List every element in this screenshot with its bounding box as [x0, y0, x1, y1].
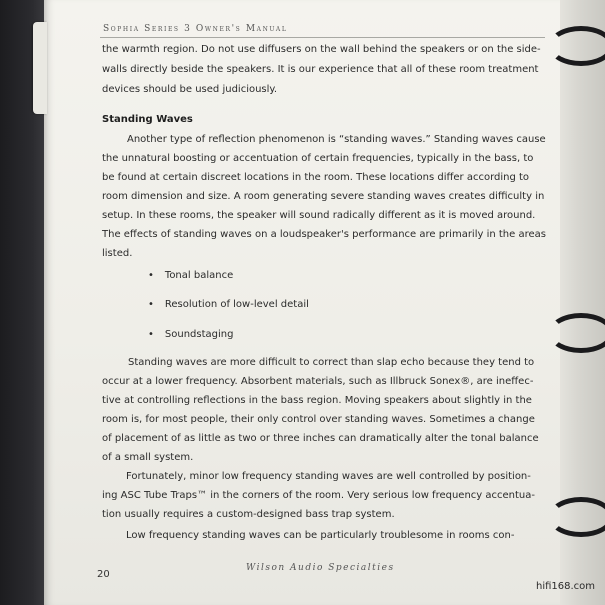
bullet-label: Tonal balance: [164, 270, 234, 281]
body-line: occur at a lower frequency. Absorbent materials, such as Illbruck Sonex®, are ineffec-: [102, 376, 534, 387]
body-line: listed.: [102, 248, 133, 259]
body-line: the warmth region. Do not use diffusers on the wall behind the speakers or on the side-: [102, 44, 541, 55]
bullet-icon: •: [148, 299, 154, 310]
binder-ring-icon: [548, 497, 605, 537]
body-line: of placement of as little as two or three inches can dramatically alter the tonal balance: [102, 433, 539, 444]
body-line: Standing waves are more difficult to correct than slap echo because they tend to: [128, 357, 535, 368]
binder-ring-icon: [548, 26, 605, 66]
body-line: room is, for most people, their only control over standing waves. Sometimes a change: [102, 414, 535, 425]
page-number: 20: [97, 569, 110, 580]
bullet-label: Soundstaging: [164, 329, 234, 340]
body-line: be found at certain discreet locations in the room. These locations differ according to: [102, 172, 530, 183]
body-line: ing ASC Tube Traps™ in the corners of the room. Very serious low frequency accentua-: [102, 490, 535, 501]
binder-ring-icon: [548, 313, 605, 353]
body-line: setup. In these rooms, the speaker will sound radically different as it is moved around.: [102, 210, 536, 221]
body-line: tive at controlling reflections in the bass region. Moving speakers about slightly in the: [102, 395, 532, 406]
bullet-icon: •: [148, 329, 154, 340]
bullet-item: [148, 299, 309, 310]
page-divider-tab: [33, 22, 47, 114]
header-divider: [100, 37, 545, 38]
body-line: room dimension and size. A room generating severe standing waves creates difficulty in: [102, 191, 545, 202]
body-line: Fortunately, minor low frequency standing waves are well controlled by position-: [126, 471, 531, 482]
body-line: The effects of standing waves on a loudspeaker's performance are primarily in the areas: [102, 229, 546, 240]
footer-publisher: Wilson Audio Specialties: [246, 563, 395, 573]
body-line: Low frequency standing waves can be particularly troublesome in rooms con-: [126, 530, 515, 541]
body-line: Another type of reflection phenomenon is “standing waves.” Standing waves cause: [127, 134, 546, 145]
body-line: devices should be used judiciously.: [102, 84, 278, 95]
running-header: Sophia Series 3 Owner's Manual: [103, 24, 288, 34]
body-line: walls directly beside the speakers. It is our experience that all of these room treatment: [102, 64, 539, 75]
body-line: of a small system.: [102, 452, 194, 463]
body-line: the unnatural boosting or accentuation of certain frequencies, typically in the bass, to: [102, 153, 534, 164]
bullet-label: Resolution of low-level detail: [164, 299, 309, 310]
bullet-icon: •: [148, 270, 154, 281]
watermark: hifi168.com: [536, 581, 596, 592]
section-heading: Standing Waves: [102, 114, 193, 125]
body-line: tion usually requires a custom-designed bass trap system.: [102, 509, 395, 520]
bullet-item: [148, 270, 233, 281]
bullet-item: [148, 329, 233, 340]
